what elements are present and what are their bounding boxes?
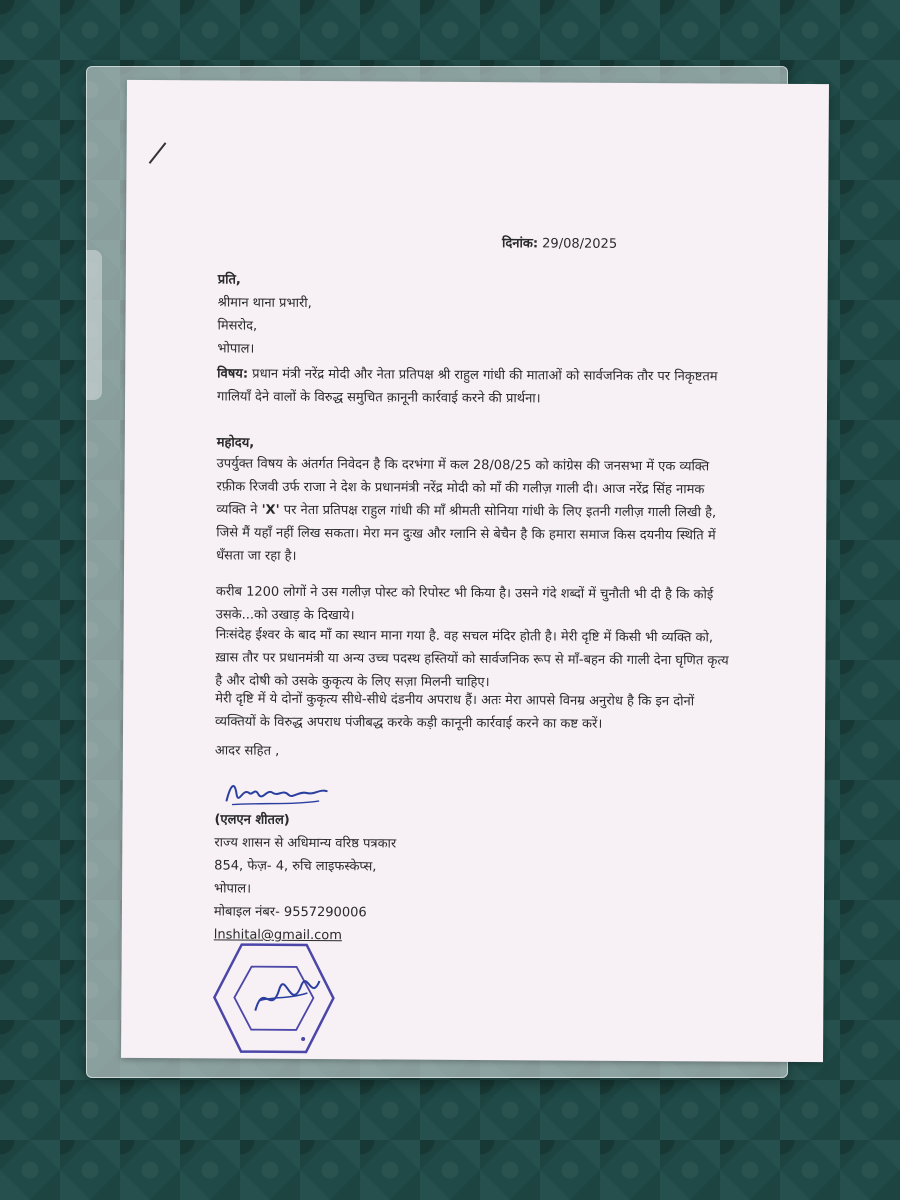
recipient-line-3: भोपाल।	[217, 341, 255, 357]
recipient-line-1: श्रीमान थाना प्रभारी,	[217, 295, 312, 311]
sender-designation: राज्य शासन से अधिमान्य वरिष्ठ पत्रकार	[214, 835, 397, 852]
subject-text: प्रधान मंत्री नरेंद्र मोदी और नेता प्रतिपक्ष श्री राहुल गांधी की माताओं को सार्वजनिक तौर पर निकृष्टतम गालियाँ देने वालों के विरुद्ध समुचित क़ानूनी कार्रवाई करने की प्रार्थना।	[217, 366, 718, 407]
recipient-line-2: मिसरोद,	[217, 318, 258, 334]
sender-name: (एलएन शीतल)	[214, 812, 290, 828]
salutation: महोदय,	[216, 435, 255, 451]
date-value: 29/08/2025	[542, 236, 618, 252]
paragraph-2: करीब 1200 लोगों ने उस गलीज़ पोस्ट को रिपोस्ट भी किया है। उसने गंदे शब्दों में चुनौती भी दी है कि कोई उसके...को उखाड़ के दिखाये।	[215, 584, 714, 624]
date-line	[502, 232, 617, 256]
pen-mark-icon	[149, 142, 167, 164]
paragraph-3: निःसंदेह ईश्वर के बाद माँ का स्थान माना गया है. वह सचल मंदिर होती है। मेरी दृष्टि में किसी भी व्यक्ति को, ख़ास तौर पर प्रधानमंत्री या अन्य उच्च पदस्थ हस्तियों को सार्वजनिक रूप से माँ-बहन की गाली देना घृणित कृत्य है और दोषी को उसके कुकृत्य के लिए सज़ा मिलनी चाहिए।	[215, 627, 729, 691]
subject-label: विषय:	[217, 366, 249, 382]
sender-block	[214, 808, 397, 947]
sleeve-notch	[86, 250, 102, 400]
sender-email: lnshital@gmail.com	[213, 927, 342, 944]
paragraph-1-part-b: पर नेता प्रतिपक्ष राहुल गांधी की माँ श्रीमती सोनिया गांधी के लिए इतनी गलीज़ गाली लिखी है, जिसे मैं यहाँ नहीं लिख सकता। मेरा मन दुःख और ग्लानि से बेचैन है कि हमारा समाज किस दयनीय स्थिति में धँसता जा रहा है।	[216, 502, 717, 564]
sender-mobile: मोबाइल नंबर- 9557290006	[213, 904, 367, 921]
x-platform-mark: 'X'	[261, 502, 280, 518]
subject-line	[217, 362, 737, 411]
sender-address-2: भोपाल।	[214, 881, 252, 897]
signature-icon	[223, 774, 333, 809]
date-label: दिनांक:	[501, 236, 539, 252]
recipient-heading: प्रति,	[217, 272, 241, 288]
paragraph-4: मेरी दृष्टि में ये दोनों कुकृत्य सीधे-सीधे दंडनीय अपराध हैं। अतः मेरा आपसे विनम्र अनुरोध है कि इन दोनों व्यक्तियों के विरुद्ध अपराध पंजीबद्ध करके कड़ी कानूनी कार्रवाई करने का कष्ट करें।	[215, 691, 695, 732]
police-stamp-icon	[211, 940, 337, 1056]
sender-address-1: 854, फेज़- 4, रुचि लाइफस्केप्स,	[214, 858, 377, 875]
letter-page	[121, 80, 829, 1062]
recipient-block	[217, 268, 312, 361]
paragraph-1	[216, 452, 737, 570]
closing: आदर सहित ,	[214, 743, 280, 759]
paragraph-1-part-a: उपर्युक्त विषय के अंतर्गत निवेदन है कि दरभंगा में कल 28/08/25 को कांग्रेस की जनसभा में एक व्यक्ति रफ़ीक रिजवी उर्फ राजा ने देश के प्रधानमंत्री नरेंद्र मोदी को माँ की गलीज़ गाली दी। आज नरेंद्र सिंह नामक व्यक्ति ने	[216, 456, 710, 518]
